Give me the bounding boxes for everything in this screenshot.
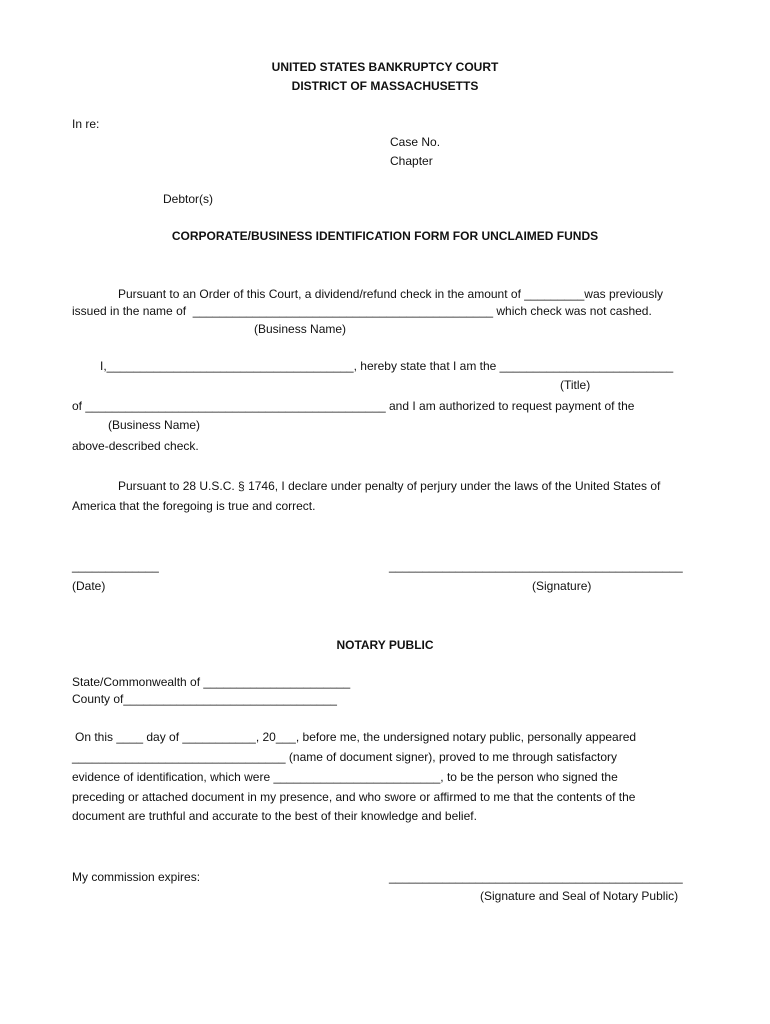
chapter-label: Chapter <box>390 154 433 168</box>
signature-line: ____________________________________________ <box>389 559 683 573</box>
date-line: _____________ <box>72 559 159 573</box>
notary-paragraph-line-1: On this ____ day of ___________, 20___, before me, the undersigned notary public, personally appeared <box>75 730 637 744</box>
signature-label: (Signature) <box>532 579 592 593</box>
statement-line-1: I,_____________________________________, hereby state that I am the __________________________ <box>100 359 674 373</box>
declaration-line-2: America that the foregoing is true and correct. <box>72 499 316 513</box>
business-name-caption-2: (Business Name) <box>108 418 201 432</box>
in-re-label: In re: <box>72 117 100 131</box>
form-title: CORPORATE/BUSINESS IDENTIFICATION FORM FOR UNCLAIMED FUNDS <box>171 229 599 243</box>
district-name: DISTRICT OF MASSACHUSETTS <box>291 79 479 93</box>
notary-county-line: County of________________________________ <box>72 692 337 706</box>
notary-paragraph-line-2: ________________________________ (name of document signer), proved to me through satisfactory <box>72 750 618 764</box>
title-caption: (Title) <box>560 378 591 392</box>
notary-seal-label: (Signature and Seal of Notary Public) <box>480 889 679 903</box>
business-name-caption: (Business Name) <box>254 322 347 336</box>
case-no-label: Case No. <box>390 135 441 149</box>
date-label: (Date) <box>72 579 106 593</box>
commission-expires-label: My commission expires: <box>72 870 201 884</box>
notary-paragraph-line-4: preceding or attached document in my presence, and who swore or affirmed to me that the contents of the <box>72 790 636 804</box>
statement-line-2: of _____________________________________________ and I am authorized to request payment of the <box>72 399 635 413</box>
court-name: UNITED STATES BANKRUPTCY COURT <box>271 60 499 74</box>
notary-paragraph-line-5: document are truthful and accurate to the best of their knowledge and belief. <box>72 809 477 823</box>
declaration-line-1: Pursuant to 28 U.S.C. § 1746, I declare under penalty of perjury under the laws of the United States of <box>118 479 661 493</box>
notary-paragraph-line-3: evidence of identification, which were _________________________, to be the person who signed the <box>72 770 618 784</box>
statement-line-3: above-described check. <box>72 439 199 453</box>
order-paragraph-line-2: issued in the name of _____________________________________________ which check was not cashed. <box>72 304 652 318</box>
order-paragraph-line-1: Pursuant to an Order of this Court, a dividend/refund check in the amount of _________was previously <box>118 287 663 301</box>
notary-state-line: State/Commonwealth of ______________________ <box>72 675 351 689</box>
notary-seal-line: ____________________________________________ <box>389 870 683 884</box>
debtor-label: Debtor(s) <box>163 192 214 206</box>
notary-heading: NOTARY PUBLIC <box>336 638 434 652</box>
